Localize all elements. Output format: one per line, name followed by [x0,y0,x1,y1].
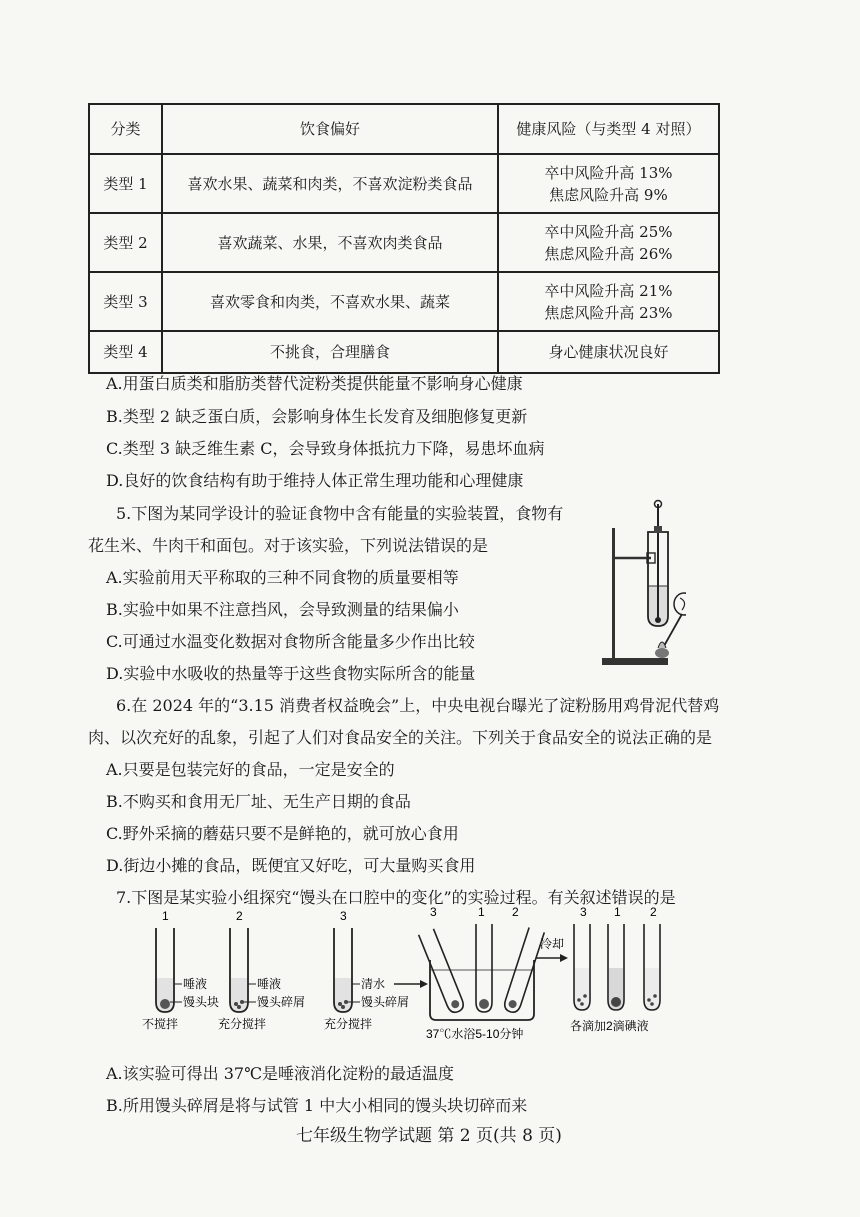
water-bath-label: 37℃水浴5-10分钟 [426,1027,524,1041]
row-risk [498,213,719,272]
q5-option-c: C.可通过水温变化数据对食物所含能量多少作出比较 [106,632,475,651]
q5-stem-line1: 5.下图为某同学设计的验证食物中含有能量的实验装置，食物有 [116,504,564,523]
tube2-stir-label: 充分搅拌 [218,1017,267,1031]
bath-tube2-number: 2 [512,906,519,919]
row-type: 类型 1 [89,154,162,213]
row-preference: 喜欢零食和肉类，不喜欢水果、蔬菜 [162,272,498,331]
row-preference: 喜欢蔬菜、水果，不喜欢肉类食品 [162,213,498,272]
tube2-number: 2 [236,909,243,923]
row-risk [498,272,719,331]
iodine-label: 各滴加2滴碘液 [570,1019,649,1033]
table-row [89,272,719,331]
tube1-number: 1 [162,909,169,923]
tube3-number: 3 [340,909,347,923]
header-preference: 饮食偏好 [162,104,498,154]
risk-stroke: 卒中风险升高 21% [544,281,673,300]
q7-option-a: A.该实验可得出 37℃是唾液消化淀粉的最适温度 [106,1064,454,1083]
q6-option-a: A.只要是包装完好的食品，一定是安全的 [106,760,395,779]
q6-option-d: D.街边小摊的食品，既便宜又好吃，可大量购买食用 [106,856,476,875]
row-type: 类型 3 [89,272,162,331]
row-preference: 不挑食，合理膳食 [162,331,498,373]
tube3-stir-label: 充分搅拌 [324,1017,373,1031]
diet-risk-table [88,103,720,374]
risk-anxiety: 焦虑风险升高 26% [544,244,673,263]
cool-label: 冷却 [540,937,565,951]
bath-tube1-number: 1 [478,906,485,919]
q7-stem: 7.下图是某实验小组探究“馒头在口腔中的变化”的实验过程。有关叙述错误的是 [116,888,676,907]
q6-option-c: C.野外采摘的蘑菇只要不是鲜艳的，就可放心食用 [106,824,459,843]
q5-option-b: B.实验中如果不注意挡风，会导致测量的结果偏小 [106,600,459,619]
final-tube3-number: 3 [580,906,587,919]
q6-stem-line1: 6.在 2024 年的“3.15 消费者权益晚会”上，中央电视台曝光了淀粉肠用鸡骨泥代替鸡 [116,696,720,715]
tube1-no-stir-label: 不搅拌 [142,1017,179,1031]
bath-tube3-number: 3 [430,906,437,919]
final-tube1-number: 1 [614,906,621,919]
header-risk: 健康风险（与类型 4 对照） [498,104,719,154]
q4-option-a: A.用蛋白质类和脂肪类替代淀粉类提供能量不影响身心健康 [106,374,523,393]
row-risk: 身心健康状况良好 [498,331,719,373]
row-risk [498,154,719,213]
steamed-bun-experiment-diagram [136,906,716,1048]
tube3-water-label: 清水 [361,977,386,991]
q7-option-b: B.所用馒头碎屑是将与试管 1 中大小相同的馒头块切碎而来 [106,1096,528,1115]
tube2-bread-crumbs-label: 馒头碎屑 [257,995,306,1009]
header-category: 分类 [89,104,162,154]
table-row [89,154,719,213]
row-type: 类型 4 [89,331,162,373]
table-row [89,331,719,373]
tube1-bread-block-label: 馒头块 [183,995,220,1009]
table-row [89,213,719,272]
q6-stem-line2: 肉、以次充好的乱象，引起了人们对食品安全的关注。下列关于食品安全的说法正确的是 [88,728,713,747]
risk-stroke: 卒中风险升高 25% [544,222,673,241]
q4-option-b: B.类型 2 缺乏蛋白质，会影响身体生长发育及细胞修复更新 [106,407,528,426]
row-preference: 喜欢水果、蔬菜和肉类，不喜欢淀粉类食品 [162,154,498,213]
q5-option-d: D.实验中水吸收的热量等于这些食物实际所含的能量 [106,664,476,683]
tube1-saliva-label: 唾液 [183,977,208,991]
risk-anxiety: 焦虑风险升高 23% [544,303,673,322]
row-type: 类型 2 [89,213,162,272]
table-header-row [89,104,719,154]
tube3-bread-crumbs-label: 馒头碎屑 [361,995,410,1009]
risk-anxiety: 焦虑风险升高 9% [549,185,668,204]
final-tube2-number: 2 [650,906,657,919]
q6-option-b: B.不购买和食用无厂址、无生产日期的食品 [106,792,411,811]
page-footer: 七年级生物学试题 第 2 页(共 8 页) [296,1126,562,1146]
risk-stroke: 卒中风险升高 13% [544,163,673,182]
q5-option-a: A.实验前用天平称取的三种不同食物的质量要相等 [106,568,459,587]
q4-option-c: C.类型 3 缺乏维生素 C，会导致身体抵抗力下降，易患坏血病 [106,439,545,458]
tube2-saliva-label: 唾液 [257,977,282,991]
food-energy-apparatus-diagram [596,498,686,674]
q4-option-d: D.良好的饮食结构有助于维持人体正常生理功能和心理健康 [106,471,524,490]
q5-stem-line2: 花生米、牛肉干和面包。对于该实验，下列说法错误的是 [88,536,489,555]
